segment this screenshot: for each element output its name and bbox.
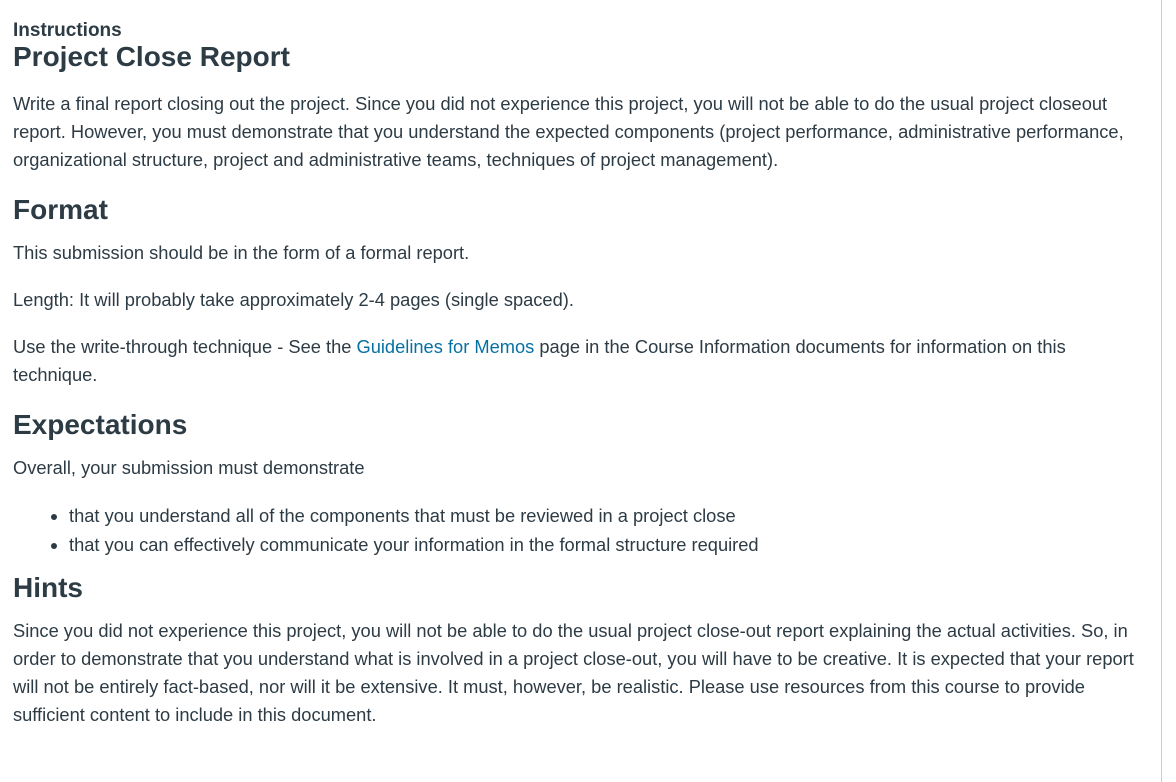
format-heading: Format	[13, 194, 108, 225]
expectations-heading: Expectations	[13, 409, 188, 440]
format-paragraph-3-after: page in the Course Information documents for information on this technique.	[13, 336, 1066, 385]
list-item: • that you can effectively communicate your information in the formal structure required	[69, 530, 1153, 559]
assignment-content	[13, 18, 1153, 748]
hints-paragraph: Since you did not experience this project, you will not be able to do the usual project close-out report explaining the actual activities. So, in order to demonstrate that you understand what is involved in a project close-out, you will have to be creative. It is expected that your report will not be entirely fact-based, nor will it be extensive. It must, however, be realistic. Please use resources from this course to provide sufficient content to include in this document.	[13, 620, 1134, 725]
expectations-intro: Overall, your submission must demonstrate	[13, 457, 365, 478]
page-border	[1161, 0, 1162, 782]
format-paragraph-3	[13, 333, 1153, 389]
hints-heading: Hints	[13, 572, 83, 603]
list-item: • that you understand all of the components that must be reviewed in a project close	[69, 501, 1153, 530]
page-title: Project Close Report	[13, 41, 290, 72]
instructions-label: Instructions	[13, 20, 122, 41]
format-paragraph-3-before: Use the write-through technique - See the	[13, 336, 357, 357]
format-paragraph-1: This submission should be in the form of a formal report.	[13, 242, 470, 263]
expectations-list	[13, 501, 1153, 559]
guidelines-for-memos-link[interactable]: Guidelines for Memos	[356, 336, 535, 357]
format-paragraph-2: Length: It will probably take approximately 2-4 pages (single spaced).	[13, 289, 574, 310]
intro-paragraph: Write a final report closing out the project. Since you did not experience this project, you will not be able to do the usual project closeout report. However, you must demonstrate that you understand the expected components (project performance, administrative performance, organizational structure, project and administrative teams, techniques of project management).	[13, 93, 1124, 170]
